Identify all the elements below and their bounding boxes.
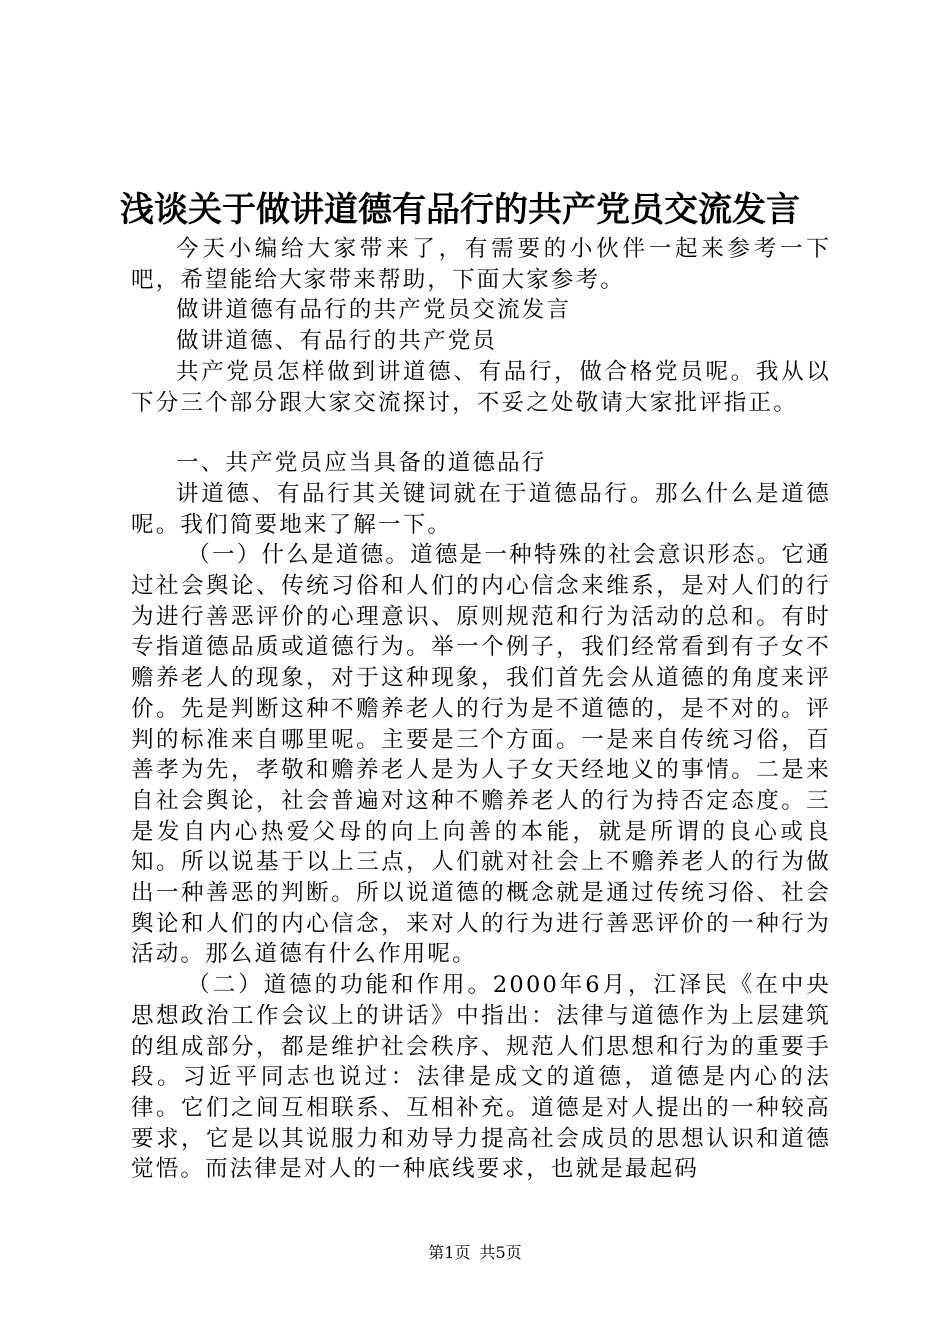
page-footer <box>0 1243 950 1263</box>
page-number: 第1页 <box>428 1243 471 1262</box>
subtitle-line: 做讲道德有品行的共产党员交流发言 <box>176 297 572 324</box>
section-heading: 一、共产党员应当具备的道德品行 <box>176 450 547 477</box>
body-paragraph: （二）道德的功能和作用。2000年6月，江泽民《在中央思想政治工作会议上的讲话》中指出：法律与道德作为上层建筑的组成部分，都是维护社会秩序、规范人们思想和行为的重要手段。习近平同志也说过：法律是成文的道德，道德是内心的法律。它们之间互相联系、互相补充。道德是对人提出的一种较高要求，它是以其说服力和劝导力提高社会成员的思想认识和道德觉悟。而法律是对人的一种底线要求，也就是最起码 <box>131 972 831 1183</box>
intro-paragraph: 今天小编给大家带来了，有需要的小伙伴一起来参考一下吧，希望能给大家带来帮助，下面大家参考。 <box>131 236 831 293</box>
body-paragraph: （一）什么是道德。道德是一种特殊的社会意识形态。它通过社会舆论、传统习俗和人们的内心信念来维系，是对人们的行为进行善恶评价的心理意识、原则规范和行为活动的总和。有时专指道德品质或道德行为。举一个例子，我们经常看到有子女不赡养老人的现象，对于这种现象，我们首先会从道德的角度来评价。先是判断这种不赡养老人的行为是不道德的，是不对的。评判的标准来自哪里呢。主要是三个方面。一是来自传统习俗，百善孝为先，孝敬和赡养老人是为人子女天经地义的事情。二是来自社会舆论，社会普遍对这种不赡养老人的行为持否定态度。三是发自内心热爱父母的向上向善的本能，就是所谓的良心或良知。所以说基于以上三点，人们就对社会上不赡养老人的行为做出一种善恶的判断。所以说道德的概念就是通过传统习俗、社会舆论和人们的内心信念，来对人的行为进行善恶评价的一种行为活动。那么道德有什么作用呢。 <box>131 542 831 968</box>
page-total: 共5页 <box>479 1243 522 1262</box>
body-paragraph: 共产党员怎样做到讲道德、有品行，做合格党员呢。我从以下分三个部分跟大家交流探讨，不妥之处敬请大家批评指正。 <box>131 358 831 416</box>
document-body <box>131 234 831 1185</box>
body-paragraph: 讲道德、有品行其关键词就在于道德品行。那么什么是道德呢。我们简要地来了解一下。 <box>131 480 831 538</box>
document-title: 浅谈关于做讲道德有品行的共产党员交流发言 <box>120 190 800 230</box>
subtitle-line: 做讲道德、有品行的共产党员 <box>176 328 498 355</box>
